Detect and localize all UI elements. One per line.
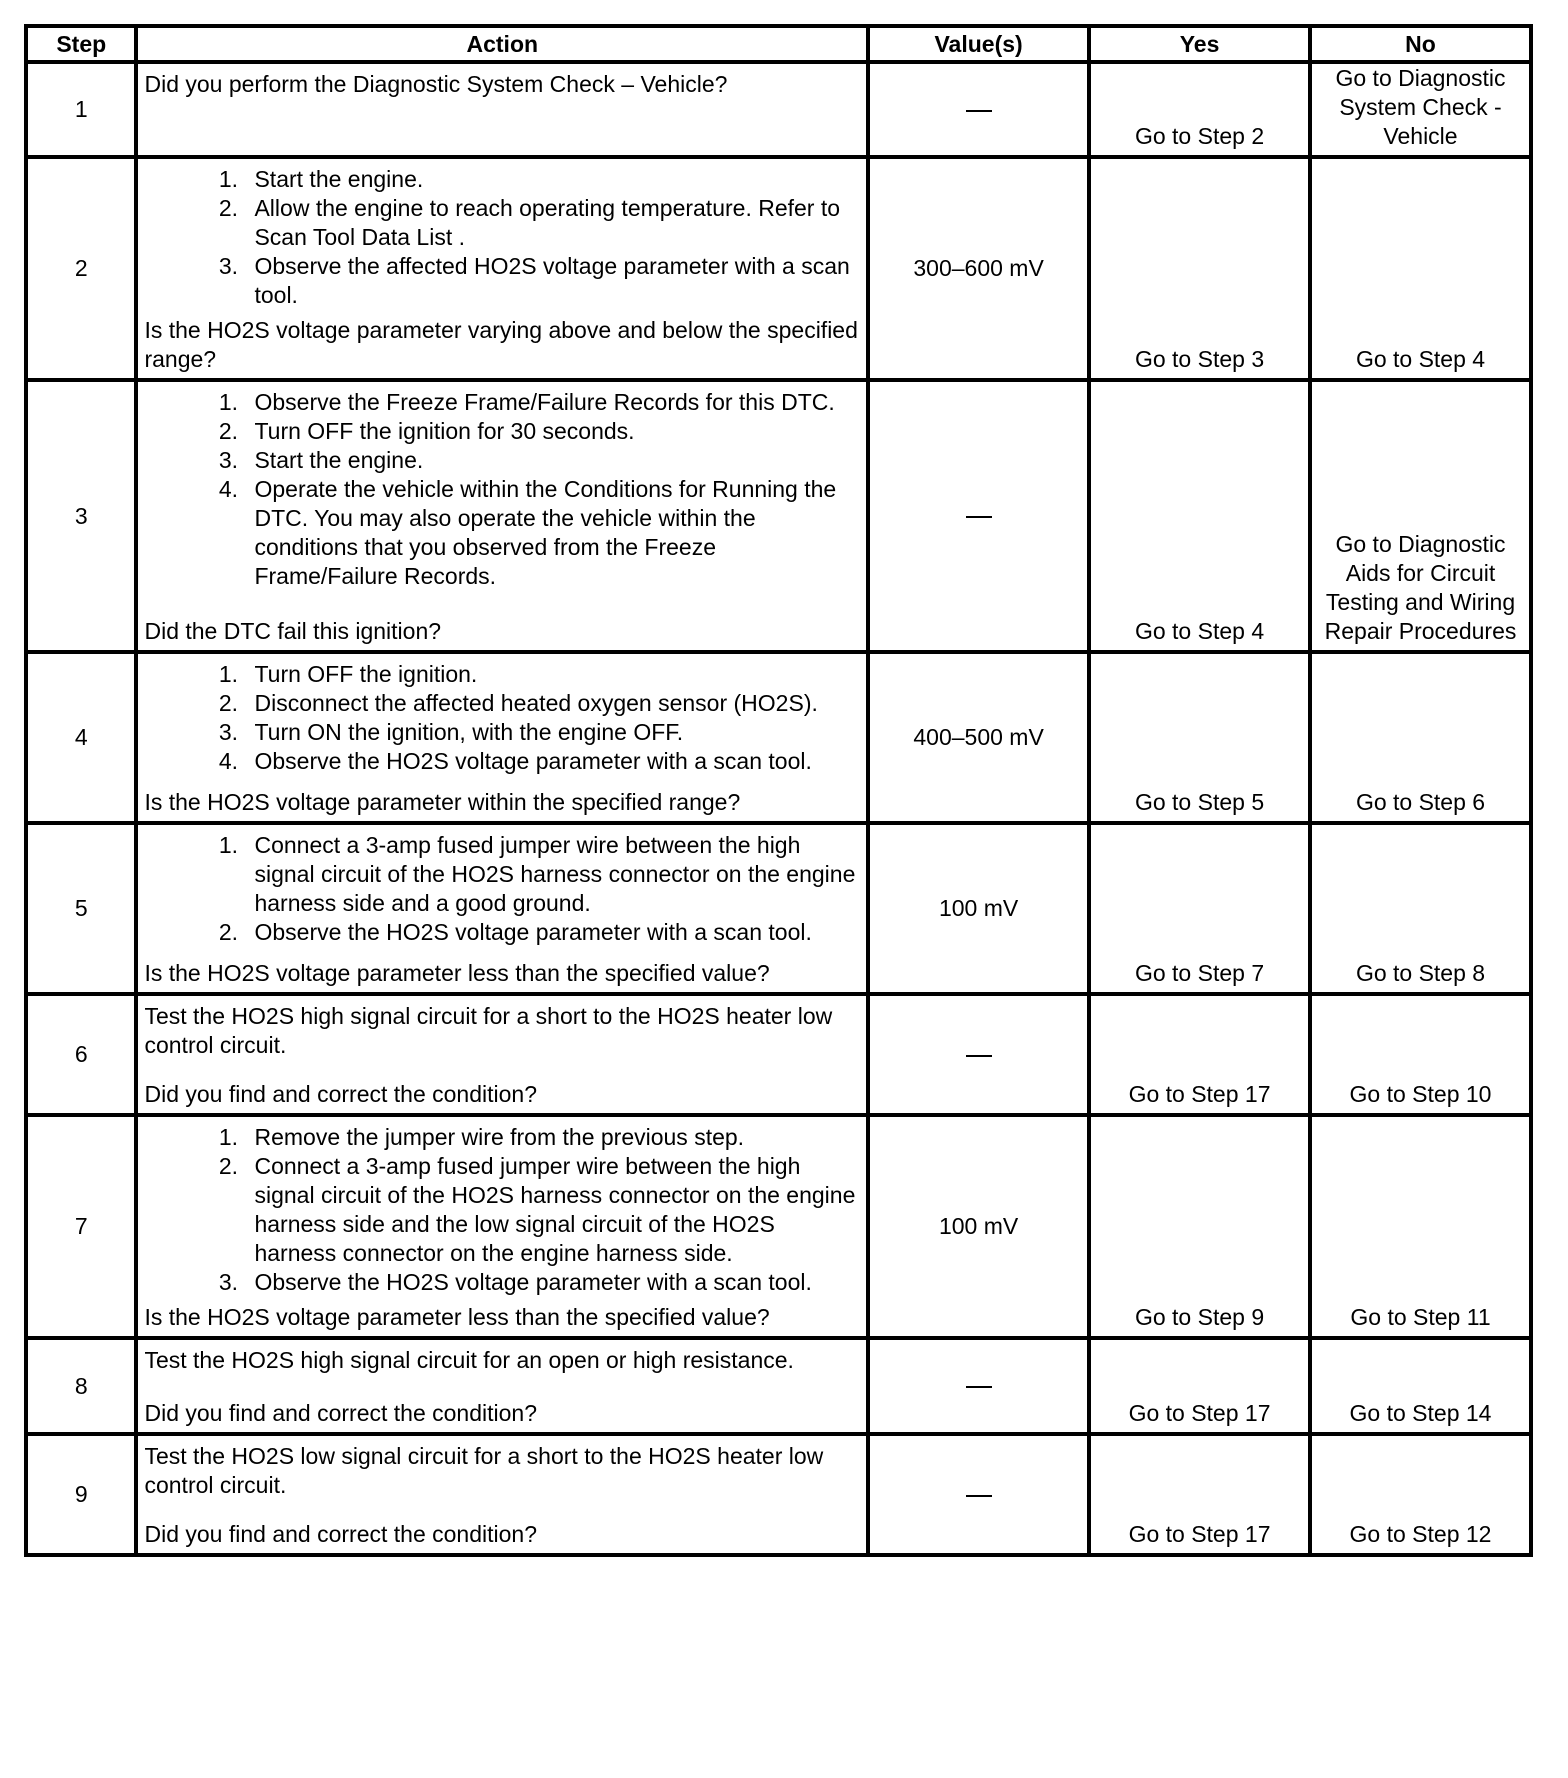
no-value-dash <box>966 1055 992 1057</box>
no-cell: Go to Step 6 <box>1310 652 1531 823</box>
no-cell: Go to Step 14 <box>1310 1338 1531 1434</box>
action-step-item: 2. Disconnect the affected heated oxygen sensor (HO2S). <box>244 689 860 718</box>
action-content <box>144 660 860 817</box>
action-content <box>144 1002 860 1109</box>
action-steps-list <box>144 831 860 947</box>
step-number: 9 <box>26 1434 136 1555</box>
value-text: 100 mV <box>938 895 1019 921</box>
action-step-item: 3. Observe the affected HO2S voltage parameter with a scan tool. <box>244 252 860 310</box>
action-content <box>144 70 860 151</box>
action-content <box>144 388 860 646</box>
no-cell: Go to Diagnostic System Check - Vehicle <box>1310 62 1531 157</box>
value-cell <box>868 652 1089 823</box>
no-value-dash <box>966 1386 992 1388</box>
action-text: Test the HO2S low signal circuit for a short to the HO2S heater low control circuit. <box>144 1443 824 1498</box>
no-cell: Go to Step 11 <box>1310 1115 1531 1338</box>
step-number: 6 <box>26 994 136 1115</box>
no-value-dash <box>966 516 992 518</box>
action-steps-list <box>144 165 860 310</box>
value-cell <box>868 823 1089 994</box>
action-question: Is the HO2S voltage parameter less than the specified value? <box>144 1304 770 1330</box>
action-text: Test the HO2S high signal circuit for an open or high resistance. <box>144 1347 794 1373</box>
table-row <box>26 1434 1531 1555</box>
value-cell <box>868 62 1089 157</box>
action-question: Is the HO2S voltage parameter varying above and below the specified range? <box>144 317 858 372</box>
step-number: 4 <box>26 652 136 823</box>
value-text: 300–600 mV <box>913 255 1044 281</box>
action-text: Did you perform the Diagnostic System Check – Vehicle? <box>144 71 728 97</box>
action-content <box>144 1442 860 1549</box>
table-row <box>26 380 1531 652</box>
yes-cell: Go to Step 17 <box>1089 1338 1310 1434</box>
value-text: 400–500 mV <box>913 724 1044 750</box>
yes-cell: Go to Step 17 <box>1089 994 1310 1115</box>
action-step-item: 1. Remove the jumper wire from the previous step. <box>244 1123 860 1152</box>
step-number: 5 <box>26 823 136 994</box>
action-step-item: 1. Connect a 3-amp fused jumper wire between the high signal circuit of the HO2S harness connector on the engine harness side and a good ground. <box>244 831 860 918</box>
value-cell <box>868 157 1089 380</box>
action-cell <box>136 994 868 1115</box>
yes-cell: Go to Step 17 <box>1089 1434 1310 1555</box>
table-row <box>26 62 1531 157</box>
value-cell <box>868 1115 1089 1338</box>
action-step-item: 1. Observe the Freeze Frame/Failure Records for this DTC. <box>244 388 860 417</box>
action-cell <box>136 823 868 994</box>
yes-cell: Go to Step 5 <box>1089 652 1310 823</box>
table-row <box>26 1115 1531 1338</box>
action-question: Is the HO2S voltage parameter less than the specified value? <box>144 960 770 986</box>
action-question: Did you find and correct the condition? <box>144 1521 537 1547</box>
header-no: No <box>1310 26 1531 62</box>
table-row <box>26 823 1531 994</box>
action-step-item: 2. Observe the HO2S voltage parameter with a scan tool. <box>244 918 860 947</box>
action-cell <box>136 652 868 823</box>
header-action: Action <box>136 26 868 62</box>
action-step-item: 3. Start the engine. <box>244 446 860 475</box>
action-steps-list <box>144 1123 860 1297</box>
yes-cell: Go to Step 9 <box>1089 1115 1310 1338</box>
action-cell <box>136 1434 868 1555</box>
action-cell <box>136 157 868 380</box>
action-step-item: 1. Turn OFF the ignition. <box>244 660 860 689</box>
action-step-item: 4. Operate the vehicle within the Conditions for Running the DTC. You may also operate the vehicle within the conditions that you observed from the Freeze Frame/Failure Records. <box>244 475 860 591</box>
value-cell <box>868 1338 1089 1434</box>
action-step-item: 4. Observe the HO2S voltage parameter with a scan tool. <box>244 747 860 776</box>
step-number: 8 <box>26 1338 136 1434</box>
table-row <box>26 157 1531 380</box>
no-value-dash <box>966 1495 992 1497</box>
action-step-item: 1. Start the engine. <box>244 165 860 194</box>
value-cell <box>868 380 1089 652</box>
table-row <box>26 994 1531 1115</box>
action-content <box>144 165 860 374</box>
yes-cell: Go to Step 7 <box>1089 823 1310 994</box>
no-cell: Go to Diagnostic Aids for Circuit Testing and Wiring Repair Procedures <box>1310 380 1531 652</box>
step-number: 1 <box>26 62 136 157</box>
header-row <box>26 26 1531 62</box>
table-row <box>26 652 1531 823</box>
no-cell: Go to Step 8 <box>1310 823 1531 994</box>
no-value-dash <box>966 110 992 112</box>
action-text: Test the HO2S high signal circuit for a short to the HO2S heater low control circuit. <box>144 1003 833 1058</box>
action-step-item: 2. Allow the engine to reach operating temperature. Refer to Scan Tool Data List . <box>244 194 860 252</box>
header-step: Step <box>26 26 136 62</box>
action-steps-list <box>144 388 860 591</box>
action-step-item: 3. Turn ON the ignition, with the engine OFF. <box>244 718 860 747</box>
step-number: 7 <box>26 1115 136 1338</box>
no-cell: Go to Step 12 <box>1310 1434 1531 1555</box>
action-question: Did the DTC fail this ignition? <box>144 618 442 644</box>
action-cell <box>136 380 868 652</box>
action-step-item: 3. Observe the HO2S voltage parameter with a scan tool. <box>244 1268 860 1297</box>
value-cell <box>868 994 1089 1115</box>
action-step-item: 2. Turn OFF the ignition for 30 seconds. <box>244 417 860 446</box>
action-cell <box>136 1115 868 1338</box>
yes-cell: Go to Step 3 <box>1089 157 1310 380</box>
header-values: Value(s) <box>868 26 1089 62</box>
step-number: 2 <box>26 157 136 380</box>
value-text: 100 mV <box>938 1213 1019 1239</box>
action-question: Did you find and correct the condition? <box>144 1400 537 1426</box>
value-cell <box>868 1434 1089 1555</box>
action-content <box>144 1123 860 1332</box>
yes-cell: Go to Step 4 <box>1089 380 1310 652</box>
diagnostic-table <box>24 24 1533 1557</box>
action-steps-list <box>144 660 860 776</box>
yes-cell: Go to Step 2 <box>1089 62 1310 157</box>
no-cell: Go to Step 4 <box>1310 157 1531 380</box>
no-cell: Go to Step 10 <box>1310 994 1531 1115</box>
table-row <box>26 1338 1531 1434</box>
action-cell <box>136 62 868 157</box>
action-content <box>144 831 860 988</box>
action-content <box>144 1346 860 1428</box>
step-number: 3 <box>26 380 136 652</box>
action-question: Did you find and correct the condition? <box>144 1081 537 1107</box>
action-question: Is the HO2S voltage parameter within the specified range? <box>144 789 741 815</box>
header-yes: Yes <box>1089 26 1310 62</box>
action-step-item: 2. Connect a 3-amp fused jumper wire between the high signal circuit of the HO2S harness connector on the engine harness side and the low signal circuit of the HO2S harness connector on the engine harness side. <box>244 1152 860 1268</box>
action-cell <box>136 1338 868 1434</box>
